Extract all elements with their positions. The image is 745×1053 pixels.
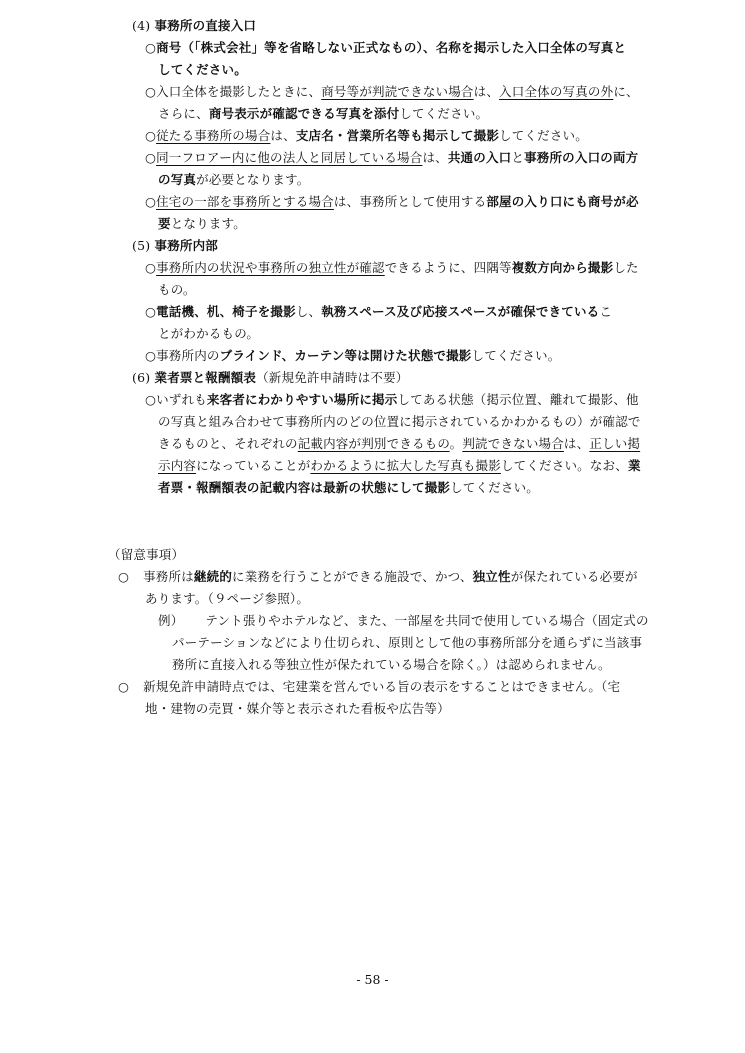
note-item: [118, 567, 638, 587]
section-title: 事務所の直接入口: [154, 18, 257, 33]
list-item: [145, 192, 639, 212]
emphasis-text: 執務スペース及び応接スペースが確保できている: [321, 304, 600, 319]
note-item-continuation: [145, 589, 309, 609]
item-text: きるものと、それぞれの: [158, 436, 298, 451]
item-text: は、: [473, 84, 500, 99]
list-item: [145, 38, 626, 58]
example-line: [172, 655, 611, 675]
item-text: と: [511, 150, 525, 165]
emphasis-text: 複数方向から撮影: [511, 260, 614, 275]
item-text: 入口全体を撮影したときに、: [156, 84, 322, 99]
list-item: [145, 126, 588, 146]
emphasis-text: 共通の入口: [447, 150, 512, 165]
item-text: は、: [563, 436, 590, 451]
underlined-text: 入口全体の写真の外: [499, 84, 614, 99]
emphasis-text: 業: [627, 458, 641, 473]
item-text: 事務所内の: [156, 348, 220, 363]
item-text: は、事務所として使用する: [333, 194, 487, 209]
emphasis-text: ブラインド、カーテン等は開けた状態で撮影: [219, 348, 472, 363]
section-title: 事務所内部: [154, 238, 219, 253]
list-item: [145, 82, 639, 102]
underlined-text: 記載内容が判別できるもの: [297, 436, 450, 451]
item-text: パーテーションなどにより仕切られ、原則として他の事務所部分を通らずに当該事: [172, 635, 643, 650]
item-text: してください。なお、: [500, 458, 628, 473]
note-item: [118, 677, 620, 697]
bullet: ○: [145, 392, 157, 407]
item-text: してください。: [399, 106, 489, 121]
emphasis-text: 事務所の入口の両方: [524, 150, 639, 165]
item-text: し、: [295, 304, 322, 319]
list-item: [145, 258, 639, 278]
item-text: になっていることが: [196, 458, 311, 473]
example-line: [158, 611, 649, 631]
section-number: (6): [132, 370, 151, 385]
underlined-text: 従たる事務所の場合: [156, 128, 271, 143]
list-item-continuation: [158, 60, 247, 80]
bullet: ○: [118, 679, 130, 694]
list-item: [145, 148, 638, 168]
bullet: ○: [145, 194, 157, 209]
item-text: に、: [613, 84, 639, 99]
bullet: ○: [145, 150, 157, 165]
emphasis-text: 者票・報酬額表の記載内容は最新の状態にして撮影: [158, 480, 451, 495]
emphasis-text: 電話機、机、椅子を撮影: [156, 304, 296, 319]
underlined-text: 同一フロアー内に他の法人と同居している場合: [156, 150, 423, 165]
item-text: が必要となります。: [196, 172, 310, 187]
item-text: 務所に直接入れる等独立性が保たれている場合を除く。）は認められません。: [172, 657, 611, 672]
list-item-continuation: [158, 324, 259, 344]
item-text: いずれも: [156, 392, 207, 407]
item-text: してください。: [471, 348, 561, 363]
paragraph-line: [158, 456, 641, 476]
notes-heading: [108, 545, 184, 565]
item-text: あります。（９ページ参照）。: [145, 591, 310, 606]
item-text: できるように、四隅等: [384, 260, 512, 275]
item-text: は、: [270, 128, 296, 143]
bullet: ○: [145, 304, 157, 319]
paragraph-line: [158, 478, 539, 498]
underlined-text: わかるように拡大した写真も撮影: [310, 458, 501, 473]
emphasis-text: 継続的: [193, 569, 233, 584]
item-text: の写真と組み合わせて事務所内のどの位置に掲示されているかわかるもの）が確認で: [158, 414, 641, 429]
item-text: は、: [422, 150, 448, 165]
note-item-continuation: [145, 699, 450, 719]
bullet: ○: [145, 40, 157, 55]
list-item-continuation: [158, 214, 246, 234]
underlined-text: 示内容: [158, 458, 197, 473]
emphasis-text: 部屋の入り口にも商号が必: [486, 194, 639, 209]
bullet: ○: [145, 260, 157, 275]
emphasis-text: 支店名・営業所名等も掲示して撮影: [295, 128, 500, 143]
bullet: ○: [118, 569, 130, 584]
paragraph-line: [145, 390, 639, 410]
emphasis-text: 独立性: [472, 569, 511, 584]
list-item: [145, 302, 612, 322]
example-line: [172, 633, 642, 653]
item-text: に業務を行うことができる施設で、かつ、: [232, 569, 473, 584]
item-text: 地・建物の売買・媒介等と表示された看板や広告等）: [145, 701, 450, 716]
item-text: してある状態（掲示位置、離れて撮影、他: [397, 392, 639, 407]
item-text: 。: [449, 436, 463, 451]
emphasis-text: 来客者にわかりやすい場所に掲示: [206, 392, 398, 407]
emphasis-text: 商号表示が確認できる写真を添付: [208, 106, 400, 121]
item-text: 新規免許申請時点では、宅建業を営んでいる旨の表示をすることはできません。（宅: [143, 679, 621, 694]
item-text: とがわかるもの。: [158, 326, 260, 341]
item-text: した: [613, 260, 639, 275]
list-item-continuation: [158, 104, 488, 124]
item-text: してください。: [158, 62, 247, 77]
example-label: 例）: [158, 613, 184, 628]
notes-heading-text: （留意事項）: [108, 547, 185, 562]
list-item: [145, 346, 560, 366]
underlined-text: 判読できない場合: [462, 436, 564, 451]
section-4-heading: [132, 16, 256, 36]
paragraph-line: [158, 434, 640, 454]
item-text: もの。: [158, 282, 196, 297]
underlined-text: 住宅の一部を事務所とする場合: [156, 194, 334, 209]
underlined-text: 事務所内の状況や事務所の独立性が確認: [156, 260, 385, 275]
underlined-text: 商号等が判読できない場合: [321, 84, 474, 99]
emphasis-text: の写真: [158, 172, 197, 187]
page-number: - 58 -: [356, 972, 389, 987]
item-text: こ: [599, 304, 613, 319]
list-item-continuation: [158, 280, 196, 300]
section-6-heading: [132, 368, 409, 388]
underlined-text: 正しい掲: [589, 436, 641, 451]
item-text: してください。: [499, 128, 588, 143]
bullet: ○: [145, 128, 157, 143]
item-text: してください。: [450, 480, 540, 495]
item-text: テント張りやホテルなど、また、一部屋を共同で使用している場合（固定式の: [205, 613, 649, 628]
item-text: 商号（「株式会社」等を省略しない正式なもの）、名称を掲示した入口全体の写真と: [156, 40, 627, 55]
paragraph-line: [158, 412, 641, 432]
bullet: ○: [145, 84, 157, 99]
emphasis-text: 要: [158, 216, 171, 231]
item-text: が保たれている必要が: [510, 569, 638, 584]
section-number: (4): [132, 18, 151, 33]
section-note: （新規免許申請時は不要）: [256, 370, 409, 385]
section-title: 業者票と報酬額表: [154, 370, 257, 385]
section-number: (5): [132, 238, 151, 253]
item-text: さらに、: [158, 106, 209, 121]
item-text: となります。: [170, 216, 246, 231]
list-item-continuation: [158, 170, 309, 190]
item-text: 事務所は: [143, 569, 194, 584]
bullet: ○: [145, 348, 157, 363]
section-5-heading: [132, 236, 218, 256]
